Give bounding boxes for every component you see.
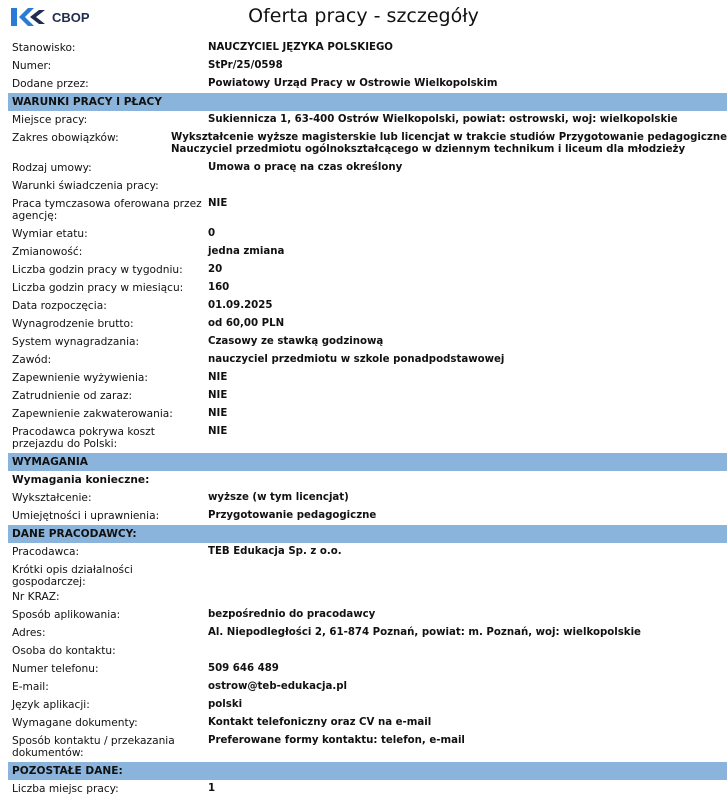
section-dane-pracodawcy: DANE PRACODAWCY:: [8, 525, 727, 543]
field-value: 01.09.2025: [208, 300, 273, 311]
section-wymagania: WYMAGANIA: [8, 453, 727, 471]
field-label: Wymiar etatu:: [12, 228, 88, 240]
field-value: 1: [208, 783, 216, 794]
row-zakres-obowiazkow: [8, 129, 727, 159]
row-wynagrodzenie: [8, 315, 727, 333]
page-title: Oferta pracy - szczegóły: [248, 5, 479, 27]
field-label: Rodzaj umowy:: [12, 162, 92, 174]
field-value: NAUCZYCIEL JĘZYKA POLSKIEGO: [208, 42, 393, 53]
row-zakwaterowanie: [8, 405, 727, 423]
field-value: ostrow@teb-edukacja.pl: [208, 681, 348, 692]
field-value: NIE: [208, 408, 228, 419]
field-value: Kontakt telefoniczny oraz CV na e-mail: [208, 717, 432, 728]
field-value: Przygotowanie pedagogiczne: [208, 510, 377, 521]
row-telefon: [8, 660, 727, 678]
field-value: 509 646 489: [208, 663, 279, 674]
field-label: System wynagradzania:: [12, 336, 140, 348]
field-label: Zapewnienie wyżywienia:: [12, 372, 148, 384]
field-label: Pracodawca pokrywa koszt przejazdu do Polski:: [12, 426, 155, 450]
field-value: Czasowy ze stawką godzinową: [208, 336, 384, 347]
field-value: [171, 129, 727, 156]
row-wymagane-dokumenty: [8, 714, 727, 732]
row-pracodawca: [8, 543, 727, 561]
field-value: NIE: [208, 390, 228, 401]
row-wymiar-etatu: [8, 225, 727, 243]
field-value: wyższe (w tym licencjat): [208, 492, 349, 503]
row-liczba-miejsc: [8, 780, 727, 798]
row-godziny-tydzien: [8, 261, 727, 279]
row-sposob-kontaktu: [8, 732, 727, 762]
row-sposob-aplikowania: [8, 606, 727, 624]
row-numer: [8, 57, 727, 75]
row-praca-tymczasowa: [8, 195, 727, 225]
field-value: NIE: [208, 426, 228, 437]
row-wyzywienie: [8, 369, 727, 387]
row-jezyk-aplikacji: [8, 696, 727, 714]
row-opis-dzialalnosci: [8, 561, 727, 588]
field-label: Liczba miejsc pracy:: [12, 783, 119, 795]
field-label: E-mail:: [12, 681, 49, 693]
row-umiejetnosci: [8, 507, 727, 525]
row-godziny-miesiac: [8, 279, 727, 297]
row-rodzaj-umowy: [8, 159, 727, 177]
field-value: Sukiennicza 1, 63-400 Ostrów Wielkopolski, powiat: ostrowski, woj: wielkopolskie: [208, 114, 678, 125]
field-value: 20: [208, 264, 223, 275]
field-label: Zapewnienie zakwaterowania:: [12, 408, 173, 420]
row-email: [8, 678, 727, 696]
field-label: Liczba godzin pracy w miesiącu:: [12, 282, 184, 294]
field-label: Praca tymczasowa oferowana przez agencję:: [12, 198, 202, 222]
field-label: Zawód:: [12, 354, 52, 366]
field-label: Nr KRAZ:: [12, 591, 60, 603]
section-warunki: WARUNKI PRACY I PŁACY: [8, 93, 727, 111]
section-pozostale-dane: POZOSTAŁE DANE:: [8, 762, 727, 780]
field-label: Wykształcenie:: [12, 492, 92, 504]
page-header: [0, 0, 727, 36]
field-value: NIE: [208, 198, 228, 209]
field-label: Krótki opis działalności gospodarczej:: [12, 564, 133, 588]
field-label: Data rozpoczęcia:: [12, 300, 107, 312]
field-value: TEB Edukacja Sp. z o.o.: [208, 546, 342, 557]
row-osoba-kontakt: [8, 642, 727, 660]
field-value: [208, 642, 727, 645]
row-od-zaraz: [8, 387, 727, 405]
field-label: Osoba do kontaktu:: [12, 645, 116, 657]
field-label: Wynagrodzenie brutto:: [12, 318, 134, 330]
field-label: Wymagane dokumenty:: [12, 717, 138, 729]
row-zmianowosc: [8, 243, 727, 261]
field-label: Zmianowość:: [12, 246, 83, 258]
row-wyksztalcenie: [8, 489, 727, 507]
field-label: Język aplikacji:: [12, 699, 90, 711]
field-label: Liczba godzin pracy w tygodniu:: [12, 264, 183, 276]
field-value: Preferowane formy kontaktu: telefon, e-mail: [208, 735, 465, 746]
row-warunki-swiadczenia: [8, 177, 727, 195]
field-label: Stanowisko:: [12, 42, 76, 54]
field-value: 0: [208, 228, 216, 239]
field-value: Al. Niepodległości 2, 61-874 Poznań, powiat: m. Poznań, woj: wielkopolskie: [208, 627, 641, 638]
field-label: Sposób aplikowania:: [12, 609, 121, 621]
field-label: Adres:: [12, 627, 46, 639]
field-value: [208, 588, 727, 591]
field-label: Warunki świadczenia pracy:: [12, 180, 159, 192]
field-value: Powiatowy Urząd Pracy w Ostrowie Wielkopolskim: [208, 78, 498, 89]
field-value: jedna zmiana: [208, 246, 285, 257]
field-value: NIE: [208, 372, 228, 383]
field-value: bezpośrednio do pracodawcy: [208, 609, 376, 620]
field-label: Numer:: [12, 60, 52, 72]
row-system-wynagradzania: [8, 333, 727, 351]
row-dodane-przez: [8, 75, 727, 93]
field-label: Umiejętności i uprawnienia:: [12, 510, 160, 522]
field-label: Zakres obowiązków:: [12, 132, 119, 144]
field-value: od 60,00 PLN: [208, 318, 285, 329]
field-value: nauczyciel przedmiotu w szkole ponadpodstawowej: [208, 354, 505, 365]
offer-details: [8, 39, 727, 798]
row-data-rozpoczecia: [8, 297, 727, 315]
field-label: Pracodawca:: [12, 546, 80, 558]
field-value-line: Wykształcenie wyższe magisterskie lub licencjat w trakcie studiów Przygotowanie pedagogiczne: [171, 132, 727, 143]
field-value: polski: [208, 699, 243, 710]
row-koszt-przejazdu: [8, 423, 727, 453]
logo-text: CBOP: [52, 9, 90, 25]
row-zawod: [8, 351, 727, 369]
row-stanowisko: [8, 39, 727, 57]
row-adres: [8, 624, 727, 642]
field-value: Umowa o pracę na czas określony: [208, 162, 403, 173]
field-label: Dodane przez:: [12, 78, 89, 90]
field-value: StPr/25/0598: [208, 60, 283, 71]
field-label: Numer telefonu:: [12, 663, 99, 675]
row-nr-kraz: [8, 588, 727, 606]
subhead-wymagania-konieczne: Wymagania konieczne:: [12, 474, 150, 486]
field-value: 160: [208, 282, 230, 293]
field-value-line: Nauczyciel przedmiotu ogólnokształcącego w dziennym technikum i liceum dla młodzieży: [171, 144, 686, 155]
field-value: [208, 561, 727, 564]
field-value: [208, 177, 727, 180]
field-label: Zatrudnienie od zaraz:: [12, 390, 133, 402]
row-miejsce-pracy: [8, 111, 727, 129]
field-label: Sposób kontaktu / przekazania dokumentów:: [12, 735, 175, 759]
field-label: Miejsce pracy:: [12, 114, 88, 126]
